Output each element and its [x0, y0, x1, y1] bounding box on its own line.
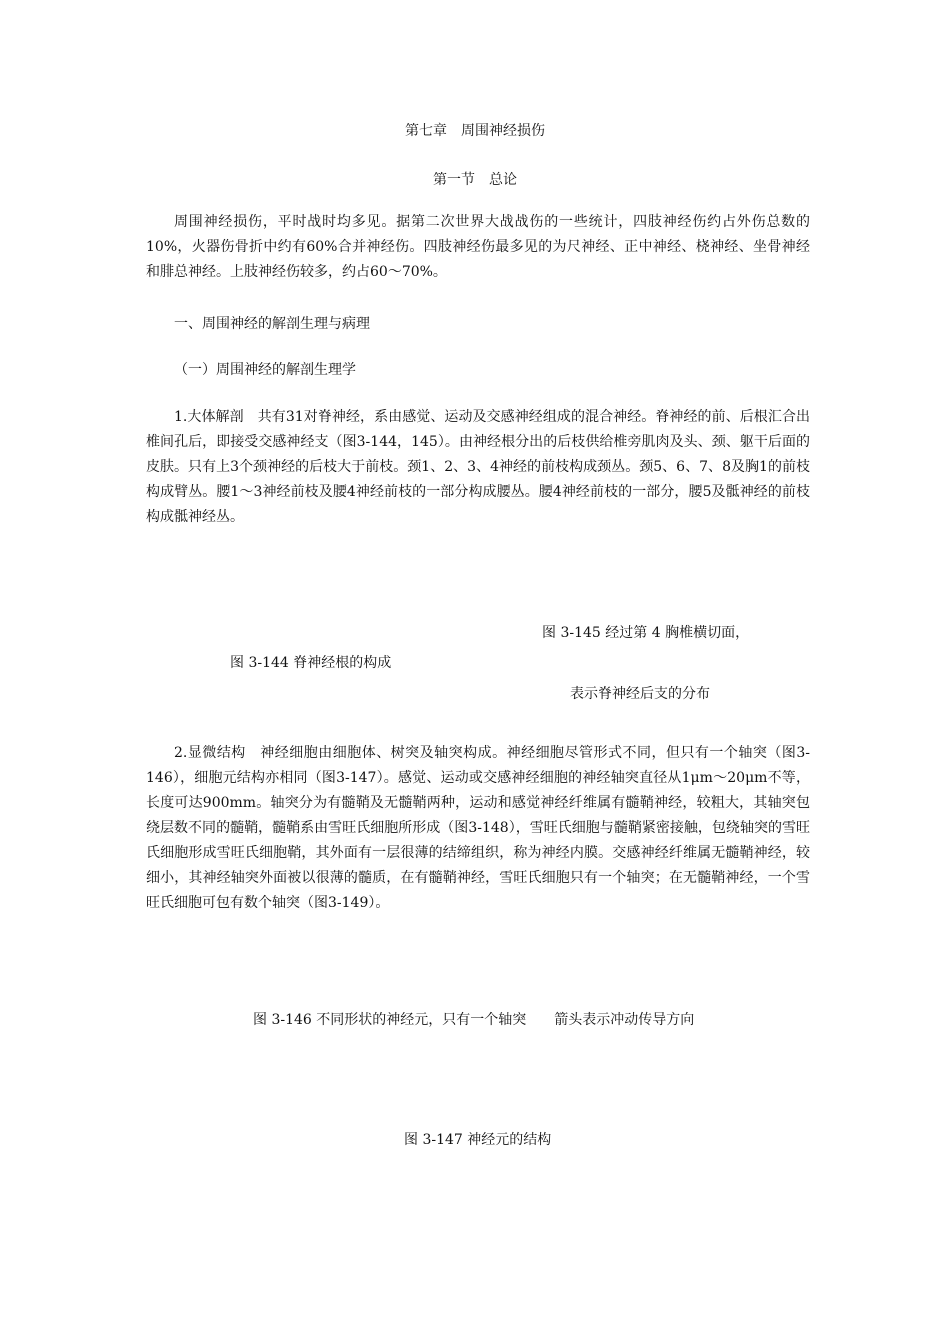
figure-3-145-caption-line2: 表示脊神经后支的分布: [570, 686, 710, 702]
microscopic-structure-paragraph: 2.显微结构 神经细胞由细胞体、树突及轴突构成。神经细胞尽管形式不同，但只有一个轴突（图3-146），细胞元结构亦相同（图3-147）。感觉、运动或交感神经细胞的神经轴突直径从1μm～20μm不等，长度可达900mm。轴突分为有髓鞘及无髓鞘两种，运动和感觉神经纤维属有髓鞘神经，较粗大，其轴突包绕层数不同的髓鞘，髓鞘系由雪旺氏细胞所形成（图3-148），雪旺氏细胞与髓鞘紧密接触，包绕轴突的雪旺氏细胞形成雪旺氏细胞鞘，其外面有一层很薄的结缔组织，称为神经内膜。交感神经纤维属无髓鞘神经，较细小，其神经轴突外面被以很薄的髓质，在有髓鞘神经，雪旺氏细胞只有一个轴突；在无髓鞘神经，一个雪旺氏细胞可包有数个轴突（图3-149）。: [146, 745, 810, 911]
gross-anatomy-paragraph: 1.大体解剖 共有31对脊神经，系由感觉、运动及交感神经组成的混合神经。脊神经的前、后根汇合出椎间孔后，即接受交感神经支（图3-144，145）。由神经根分出的后枝供给椎旁肌肉及头、颈、躯干后面的皮肤。只有上3个颈神经的后枝大于前枝。颈1、2、3、4神经的前枝构成颈丛。颈5、6、7、8及胸1的前枝构成臂丛。腰1～3神经前枝及腰4神经前枝的一部分构成腰丛。腰4神经前枝的一部分，腰5及骶神经的前枝构成骶神经丛。: [146, 409, 810, 525]
chapter-title: 第七章 周围神经损伤: [405, 123, 545, 139]
heading-anatomy-physiology: （一）周围神经的解剖生理学: [174, 362, 356, 378]
intro-paragraph: 周围神经损伤，平时战时均多见。据第二次世界大战战伤的一些统计，四肢神经伤约占外伤总数的10%，火器伤骨折中约有60%合并神经伤。四肢神经伤最多见的为尺神经、正中神经、桡神经、坐骨神经和腓总神经。上肢神经伤较多，约占60～70%。: [146, 214, 810, 280]
figure-3-144-caption: 图 3-144 脊神经根的构成: [230, 655, 392, 671]
figure-3-145-caption-line1: 图 3-145 经过第 4 胸椎横切面，: [542, 625, 750, 641]
heading-anatomy-physiology-pathology: 一、周围神经的解剖生理与病理: [174, 316, 370, 332]
figure-3-147-caption: 图 3-147 神经元的结构: [404, 1132, 552, 1148]
figure-3-146-caption: 图 3-146 不同形状的神经元，只有一个轴突 箭头表示冲动传导方向: [253, 1012, 695, 1028]
section-title: 第一节 总论: [433, 172, 517, 188]
